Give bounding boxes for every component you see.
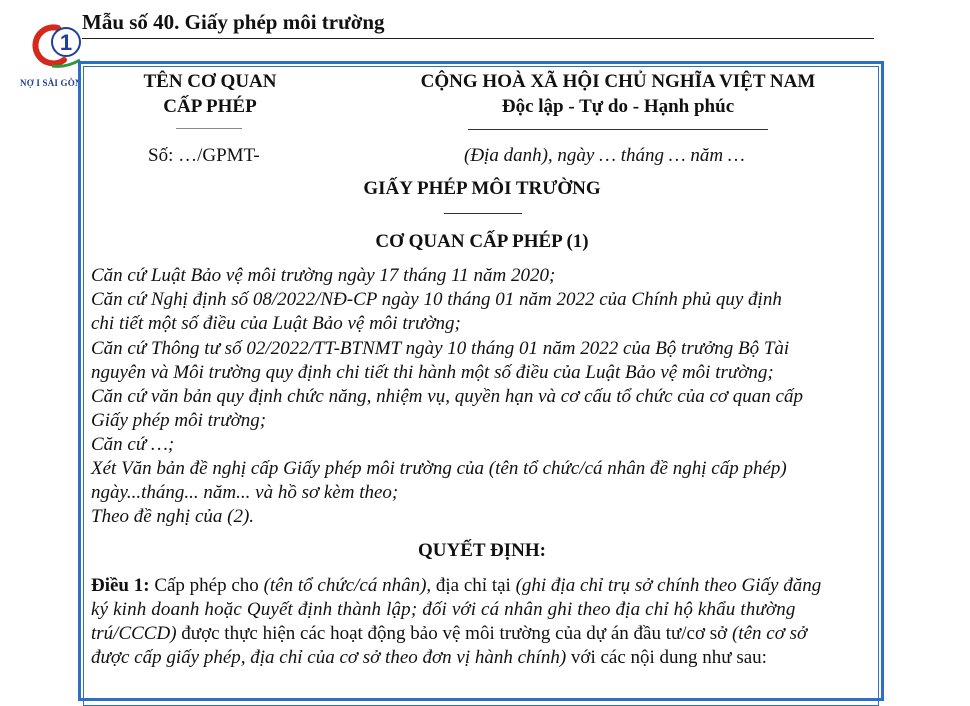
basis-line: nguyên và Môi trường quy định chi tiết thi hành một số điều của Luật Bảo vệ môi trường;	[91, 362, 774, 383]
title-underline	[82, 38, 874, 39]
nation-name: CỘNG HOÀ XÃ HỘI CHỦ NGHĨA VIỆT NAM	[420, 71, 816, 92]
basis-line: Căn cứ …;	[91, 434, 175, 455]
logo-text: NỢ I SÀI GÒN	[20, 78, 82, 88]
motto-rule	[468, 129, 768, 130]
article-1-text: (tên tổ chức/cá nhân)	[263, 575, 427, 596]
basis-line: chi tiết một số điều của Luật Bảo vệ môi trường;	[91, 313, 461, 334]
document-number: Số: …/GPMT-	[148, 145, 260, 166]
article-1-text: , địa chỉ tại	[426, 575, 516, 596]
page-title: Mẫu số 40. Giấy phép môi trường	[82, 10, 385, 34]
basis-line: Giấy phép môi trường;	[91, 410, 267, 431]
svg-text:1: 1	[59, 30, 73, 55]
issuer-heading: CƠ QUAN CẤP PHÉP (1)	[375, 231, 589, 252]
basis-line: Căn cứ văn bản quy định chức năng, nhiệm vụ, quyền hạn và cơ cấu tổ chức của cơ quan cấp	[91, 386, 803, 407]
place-date: (Địa danh), ngày … tháng … năm …	[464, 145, 745, 166]
article-1-text: trú/CCCD)	[91, 623, 177, 644]
article-1-text: được cấp giấy phép, địa chỉ của cơ sở theo đơn vị hành chính)	[91, 647, 567, 668]
article-1-line-3	[91, 623, 875, 645]
agency-name-line1: TÊN CƠ QUAN	[143, 71, 277, 92]
basis-line: ngày...tháng... năm... và hồ sơ kèm theo;	[91, 482, 399, 503]
basis-line: Căn cứ Nghị định số 08/2022/NĐ-CP ngày 10 tháng 01 năm 2022 của Chính phủ quy định	[91, 289, 782, 310]
article-1-text: Cấp phép cho	[149, 575, 264, 596]
article-1-text: được thực hiện các hoạt động bảo vệ môi trường của dự án đầu tư/cơ sở	[176, 623, 732, 644]
basis-line: Căn cứ Thông tư số 02/2022/TT-BTNMT ngày 10 tháng 01 năm 2022 của Bộ trưởng Bộ Tài	[91, 338, 790, 359]
article-1-line-4	[91, 647, 875, 669]
basis-line: Xét Văn bản đề nghị cấp Giấy phép môi trường của (tên tổ chức/cá nhân đề nghị cấp phép)	[91, 458, 787, 479]
title-rule	[444, 213, 522, 214]
basis-line: Căn cứ Luật Bảo vệ môi trường ngày 17 tháng 11 năm 2020;	[91, 265, 556, 286]
article-1-text: với các nội dung như sau:	[566, 647, 767, 668]
document-title: GIẤY PHÉP MÔI TRƯỜNG	[363, 178, 601, 199]
decision-heading: QUYẾT ĐỊNH:	[418, 540, 546, 561]
article-1-text: (tên cơ sở	[731, 623, 808, 644]
article-1-label: Điều 1:	[91, 575, 150, 596]
nation-motto: Độc lập - Tự do - Hạnh phúc	[501, 96, 735, 117]
article-1-line-2: ký kinh doanh hoặc Quyết định thành lập; đối với cá nhân ghi theo địa chỉ hộ khẩu thường	[91, 599, 796, 620]
article-1-text: (ghi địa chỉ trụ sở chính theo Giấy đăng	[515, 575, 822, 596]
basis-line: Theo đề nghị của (2).	[91, 506, 255, 527]
agency-rule	[176, 128, 242, 129]
agency-name-line2: CẤP PHÉP	[163, 96, 257, 117]
article-1-line-1	[91, 575, 875, 597]
